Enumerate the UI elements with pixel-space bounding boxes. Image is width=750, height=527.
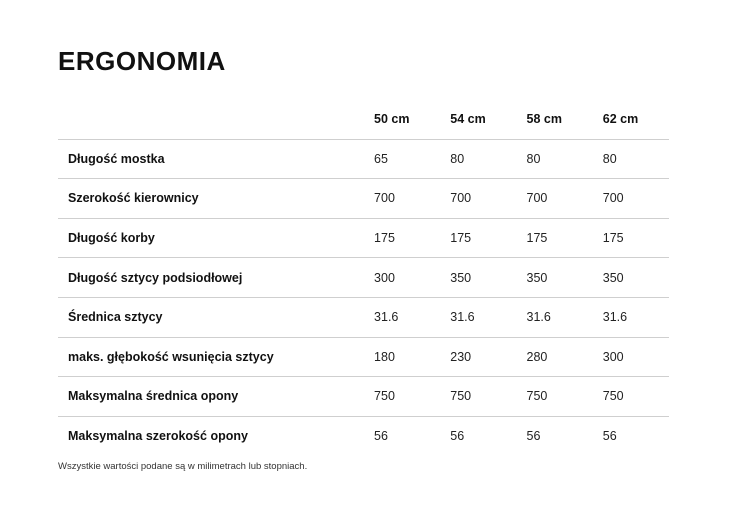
table-row — [58, 218, 669, 258]
table-header-row — [58, 100, 669, 139]
table-cell: 31.6 — [602, 310, 628, 325]
table-row — [58, 258, 669, 298]
table-cell: 56 — [450, 429, 465, 444]
table-cell: 31.6 — [526, 310, 551, 325]
table-cell: 700 — [526, 191, 548, 206]
column-header-size-50: 50 cm — [374, 112, 410, 127]
table-cell: 65 — [374, 151, 388, 166]
row-label-crank-length: Długość korby — [68, 231, 155, 246]
header-empty-cell — [58, 100, 364, 139]
units-footnote: Wszystkie wartości podane są w milimetrach lub stopniach. — [58, 461, 308, 472]
table-cell: 300 — [374, 270, 395, 285]
table-cell: 175 — [602, 231, 624, 246]
column-header-size-62: 62 cm — [602, 112, 639, 127]
table-cell: 180 — [374, 349, 395, 364]
table-row — [58, 337, 669, 377]
table-cell: 300 — [602, 349, 624, 364]
table-cell: 80 — [450, 151, 465, 166]
row-label-max-seatpost-insertion: maks. głębokość wsunięcia sztycy — [68, 349, 274, 364]
row-label-max-tire-diameter: Maksymalna średnica opony — [68, 389, 239, 404]
page-title: ERGONOMIA — [58, 46, 226, 76]
row-label-seatpost-length: Długość sztycy podsiodłowej — [68, 270, 243, 285]
row-label-stem-length: Długość mostka — [68, 151, 165, 166]
table-cell: 230 — [450, 349, 472, 364]
table-cell: 750 — [450, 389, 472, 404]
table-cell: 280 — [526, 349, 548, 364]
table-cell: 56 — [374, 429, 388, 444]
table-row — [58, 139, 669, 179]
row-label-seatpost-diameter: Średnica sztycy — [68, 310, 163, 325]
column-header-size-54: 54 cm — [450, 112, 486, 127]
table-cell: 700 — [450, 191, 472, 206]
table-cell: 175 — [450, 231, 472, 246]
table-cell: 56 — [526, 429, 541, 444]
table-cell: 80 — [602, 151, 617, 166]
table-cell: 700 — [374, 191, 395, 206]
row-label-handlebar-width: Szerokość kierownicy — [68, 191, 199, 206]
table-cell: 31.6 — [450, 310, 475, 325]
table-cell: 31.6 — [374, 310, 399, 325]
table-row — [58, 416, 669, 455]
table-row — [58, 377, 669, 417]
row-label-max-tire-width: Maksymalna szerokość opony — [68, 429, 248, 444]
table-cell: 175 — [374, 231, 395, 246]
table-cell: 750 — [374, 389, 395, 404]
table-cell: 350 — [526, 270, 548, 285]
table-cell: 700 — [602, 191, 624, 206]
ergonomics-table — [58, 100, 669, 455]
table-row — [58, 179, 669, 219]
table-row — [58, 297, 669, 337]
table-cell: 350 — [450, 270, 472, 285]
table-cell: 80 — [526, 151, 541, 166]
table-cell: 750 — [602, 389, 624, 404]
column-header-size-58: 58 cm — [526, 112, 562, 127]
table-cell: 750 — [526, 389, 548, 404]
table-cell: 175 — [526, 231, 548, 246]
table-cell: 350 — [602, 270, 624, 285]
table-cell: 56 — [602, 429, 617, 444]
